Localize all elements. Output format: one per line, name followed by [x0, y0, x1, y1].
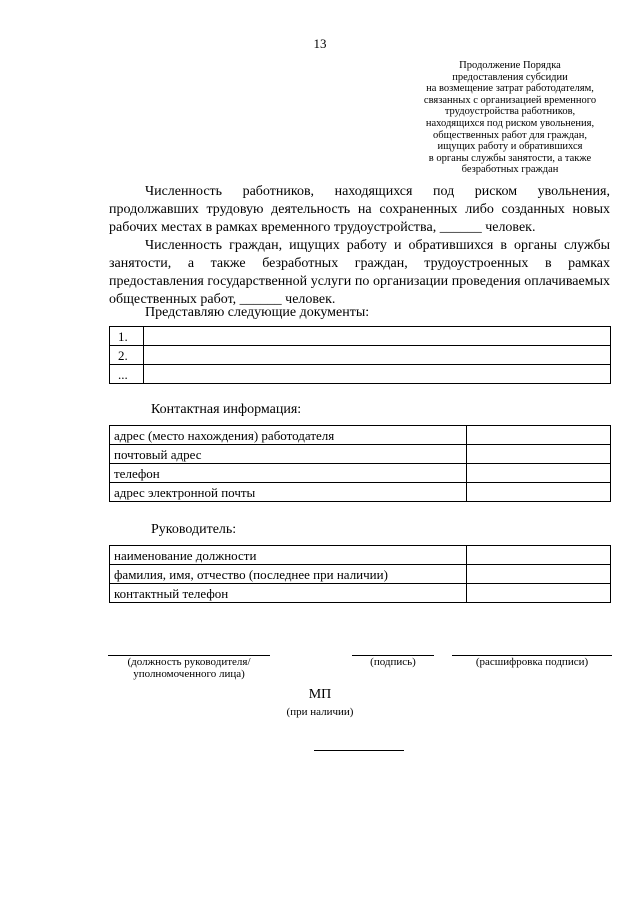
table-row [110, 365, 611, 384]
header-note-line: связанных с организацией временного [423, 94, 597, 106]
table-row [110, 327, 611, 346]
document-number: 2. [110, 346, 144, 365]
page-number: 13 [313, 36, 327, 51]
table-row [110, 445, 611, 464]
head-label: Руководитель: [151, 522, 237, 537]
head-value-field[interactable] [467, 565, 611, 584]
header-note-line: Продолжение Порядка [459, 60, 561, 71]
stamp-label: МП [308, 687, 332, 702]
contact-field-label: адрес (место нахождения) работодателя [110, 426, 467, 445]
contact-field-label: адрес электронной почты [110, 483, 467, 502]
paragraph-public-works [109, 237, 610, 309]
document-entry-field[interactable] [144, 327, 611, 346]
head-field-label: контактный телефон [110, 584, 467, 603]
head-field-label: фамилия, имя, отчество (последнее при наличии) [110, 565, 467, 584]
document-number: 1. [110, 327, 144, 346]
contact-value-field[interactable] [467, 426, 611, 445]
table-row [110, 584, 611, 603]
paragraph-workers-at-risk [109, 183, 610, 237]
document-entry-field[interactable] [144, 365, 611, 384]
contact-field-label: почтовый адрес [110, 445, 467, 464]
position-caption [100, 656, 278, 680]
header-note [385, 60, 635, 176]
head-field-label: наименование должности [110, 546, 467, 565]
paragraph-text: Численность граждан, ищущих работу и обратившихся в органы службы занятости, а также безработных граждан, трудоустроенных в рамках предоставления государственной услуги по организации проведения оплачиваемых общественных работ, ______ человек. [109, 238, 610, 307]
head-value-field[interactable] [467, 546, 611, 565]
header-note-line: безработных граждан [461, 164, 559, 176]
header-note-line: на возмещение затрат работодателям, [426, 83, 594, 95]
table-row [110, 483, 611, 502]
date-line[interactable] [314, 750, 404, 751]
contact-label: Контактная информация: [151, 402, 302, 417]
stamp-note: (при наличии) [286, 706, 354, 718]
documents-table [109, 326, 611, 384]
table-row [110, 565, 611, 584]
document-number: ... [110, 365, 144, 384]
contact-field-label: телефон [110, 464, 467, 483]
document-entry-field[interactable] [144, 346, 611, 365]
head-value-field[interactable] [467, 584, 611, 603]
contact-table [109, 425, 611, 502]
header-note-line: находящихся под риском увольнения, [425, 117, 595, 129]
table-row [110, 426, 611, 445]
contact-value-field[interactable] [467, 445, 611, 464]
decoding-caption: (расшифровка подписи) [475, 656, 589, 668]
position-caption-line: (должность руководителя/ [127, 656, 251, 668]
documents-label: Представляю следующие документы: [145, 305, 370, 320]
signature-caption: (подпись) [370, 656, 416, 668]
contact-value-field[interactable] [467, 483, 611, 502]
header-note-line: общественных работ для граждан, [433, 129, 587, 141]
header-note-line: предоставления субсидии [452, 71, 568, 83]
position-caption-line: уполномоченного лица) [133, 668, 245, 680]
table-row [110, 546, 611, 565]
head-table [109, 545, 611, 603]
header-note-line: трудоустройства работников, [444, 106, 576, 118]
paragraph-text: Численность работников, находящихся под риском увольнения, продолжавших трудовую деятельность на сохраненных либо созданных новых рабочих местах в рамках временного трудоустройства, ______ человек. [109, 184, 610, 235]
header-note-line: ищущих работу и обратившихся [437, 141, 583, 153]
table-row [110, 346, 611, 365]
contact-value-field[interactable] [467, 464, 611, 483]
table-row [110, 464, 611, 483]
header-note-line: в органы службы занятости, а также [428, 152, 592, 164]
